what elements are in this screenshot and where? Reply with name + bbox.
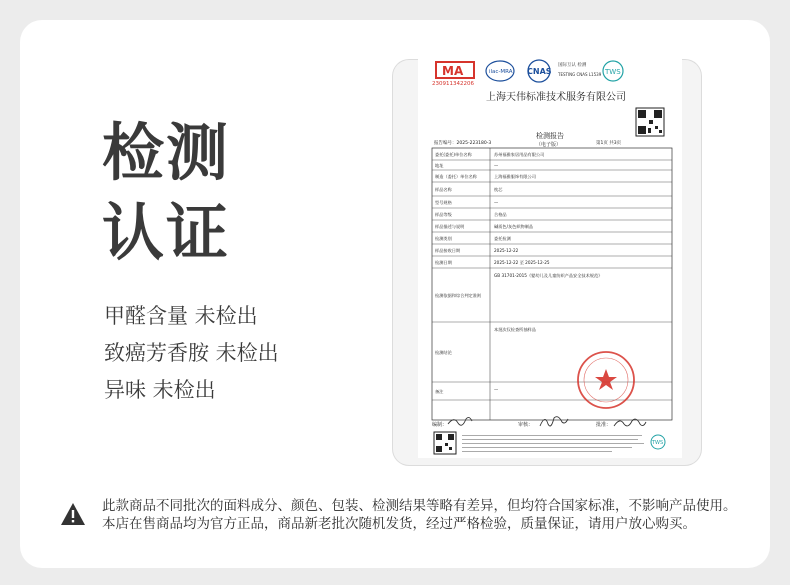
- table-row-label: 检测依据和综合判定准则: [435, 293, 482, 298]
- table-row-value: 上海福雅服饰有限公司: [494, 174, 536, 179]
- report-title: 检测报告: [536, 132, 564, 140]
- intl-label: 国际互认 检测: [558, 63, 587, 68]
- table-row-value: 本批次仅检查所抽样品: [494, 327, 536, 332]
- warning-icon: [60, 502, 86, 526]
- table-row-value: —: [494, 163, 499, 168]
- headline-line2: 认证: [102, 196, 231, 269]
- cnas-logo: [527, 60, 552, 82]
- qr-code-top: [636, 108, 664, 136]
- test-report-document: [418, 58, 682, 458]
- table-row-label: 地址: [435, 163, 444, 168]
- table-row-value: 2025-12-22: [494, 248, 519, 253]
- tws-bottom-text: TWS: [652, 440, 664, 446]
- headline-line1: 检测: [102, 116, 231, 189]
- tws-logo-bottom: [651, 435, 665, 449]
- tws-text: TWS: [605, 68, 621, 76]
- table-row-value: 碱质色/灰色织物制品: [494, 224, 534, 229]
- table-row-value: GB 31701-2015《婴幼儿及儿童纺织产品安全技术规范》: [494, 273, 603, 278]
- table-row-label: 样品等级: [435, 212, 452, 217]
- table-row-value: 委托检测: [494, 236, 511, 241]
- notice-text: [102, 497, 737, 533]
- table-row-label: 备注: [435, 389, 444, 394]
- cnas-sub: TESTING CNAS L1539: [558, 72, 602, 77]
- cma-code: 230911342206: [432, 81, 474, 87]
- feature-aromatic-amine: 致癌芳香胺 未检出: [104, 341, 279, 365]
- feature-formaldehyde: 甲醛含量 未检出: [104, 304, 258, 328]
- table-row-label: 检测类别: [435, 236, 452, 241]
- table-row-label: 检测结论: [435, 350, 452, 355]
- ilac-logo: [486, 61, 514, 81]
- qr-code-bottom: [434, 432, 456, 454]
- table-row-label: 样品名称: [435, 187, 452, 192]
- table-row-value: 枕芯: [494, 187, 503, 192]
- table-row-value: —: [494, 200, 499, 205]
- table-row-label: 检测日期: [435, 260, 452, 265]
- tws-logo: [603, 61, 623, 81]
- report-company: 上海天伟标准技术服务有限公司: [486, 92, 626, 103]
- fine-print: [462, 435, 644, 452]
- table-row-value: 2025-12-22 至 2025-12-25: [494, 260, 550, 265]
- table-row-label: 委托(委托)单位名称: [435, 152, 472, 157]
- cma-logo: [432, 62, 474, 87]
- ilac-text: ilac-MRA: [489, 69, 513, 75]
- table-row-label: 样品接收日期: [435, 248, 461, 253]
- report-number: 报告编号：2025-223180-3: [434, 141, 492, 146]
- table-row-value: 苏州福雅家居用品有限公司: [494, 152, 545, 157]
- table-row-label: 样品描述与说明: [435, 224, 465, 229]
- sig-compiled-label: 编制：: [432, 422, 448, 428]
- official-seal: [578, 352, 634, 408]
- report-table: [432, 148, 672, 420]
- cnas-text: CNAS: [527, 67, 552, 76]
- signatures-row: [432, 417, 646, 428]
- table-row-value: 合格品: [494, 212, 507, 217]
- cma-logo-text: MA: [442, 64, 464, 78]
- notice-line-1: 此款商品不同批次的面料成分、颜色、包装、检测结果等略有差异，但均符合国家标准，不影响产品使用。: [102, 498, 737, 514]
- sig-approved-label: 批准：: [596, 422, 612, 428]
- table-row-label: 型号规格: [435, 200, 452, 205]
- table-row-value: —: [494, 387, 499, 392]
- feature-odor: 异味 未检出: [104, 378, 216, 402]
- report-page-info: 第1页 共3页: [596, 141, 622, 146]
- sig-reviewed-label: 审核：: [518, 422, 534, 428]
- table-row-label: 制造（委托）单位名称: [435, 174, 477, 179]
- report-subtitle: （电子版）: [536, 142, 562, 148]
- notice-line-2: 本店在售商品均为官方正品，商品新老批次随机发货，经过严格检验，质量保证，请用户放心购买。: [102, 516, 696, 532]
